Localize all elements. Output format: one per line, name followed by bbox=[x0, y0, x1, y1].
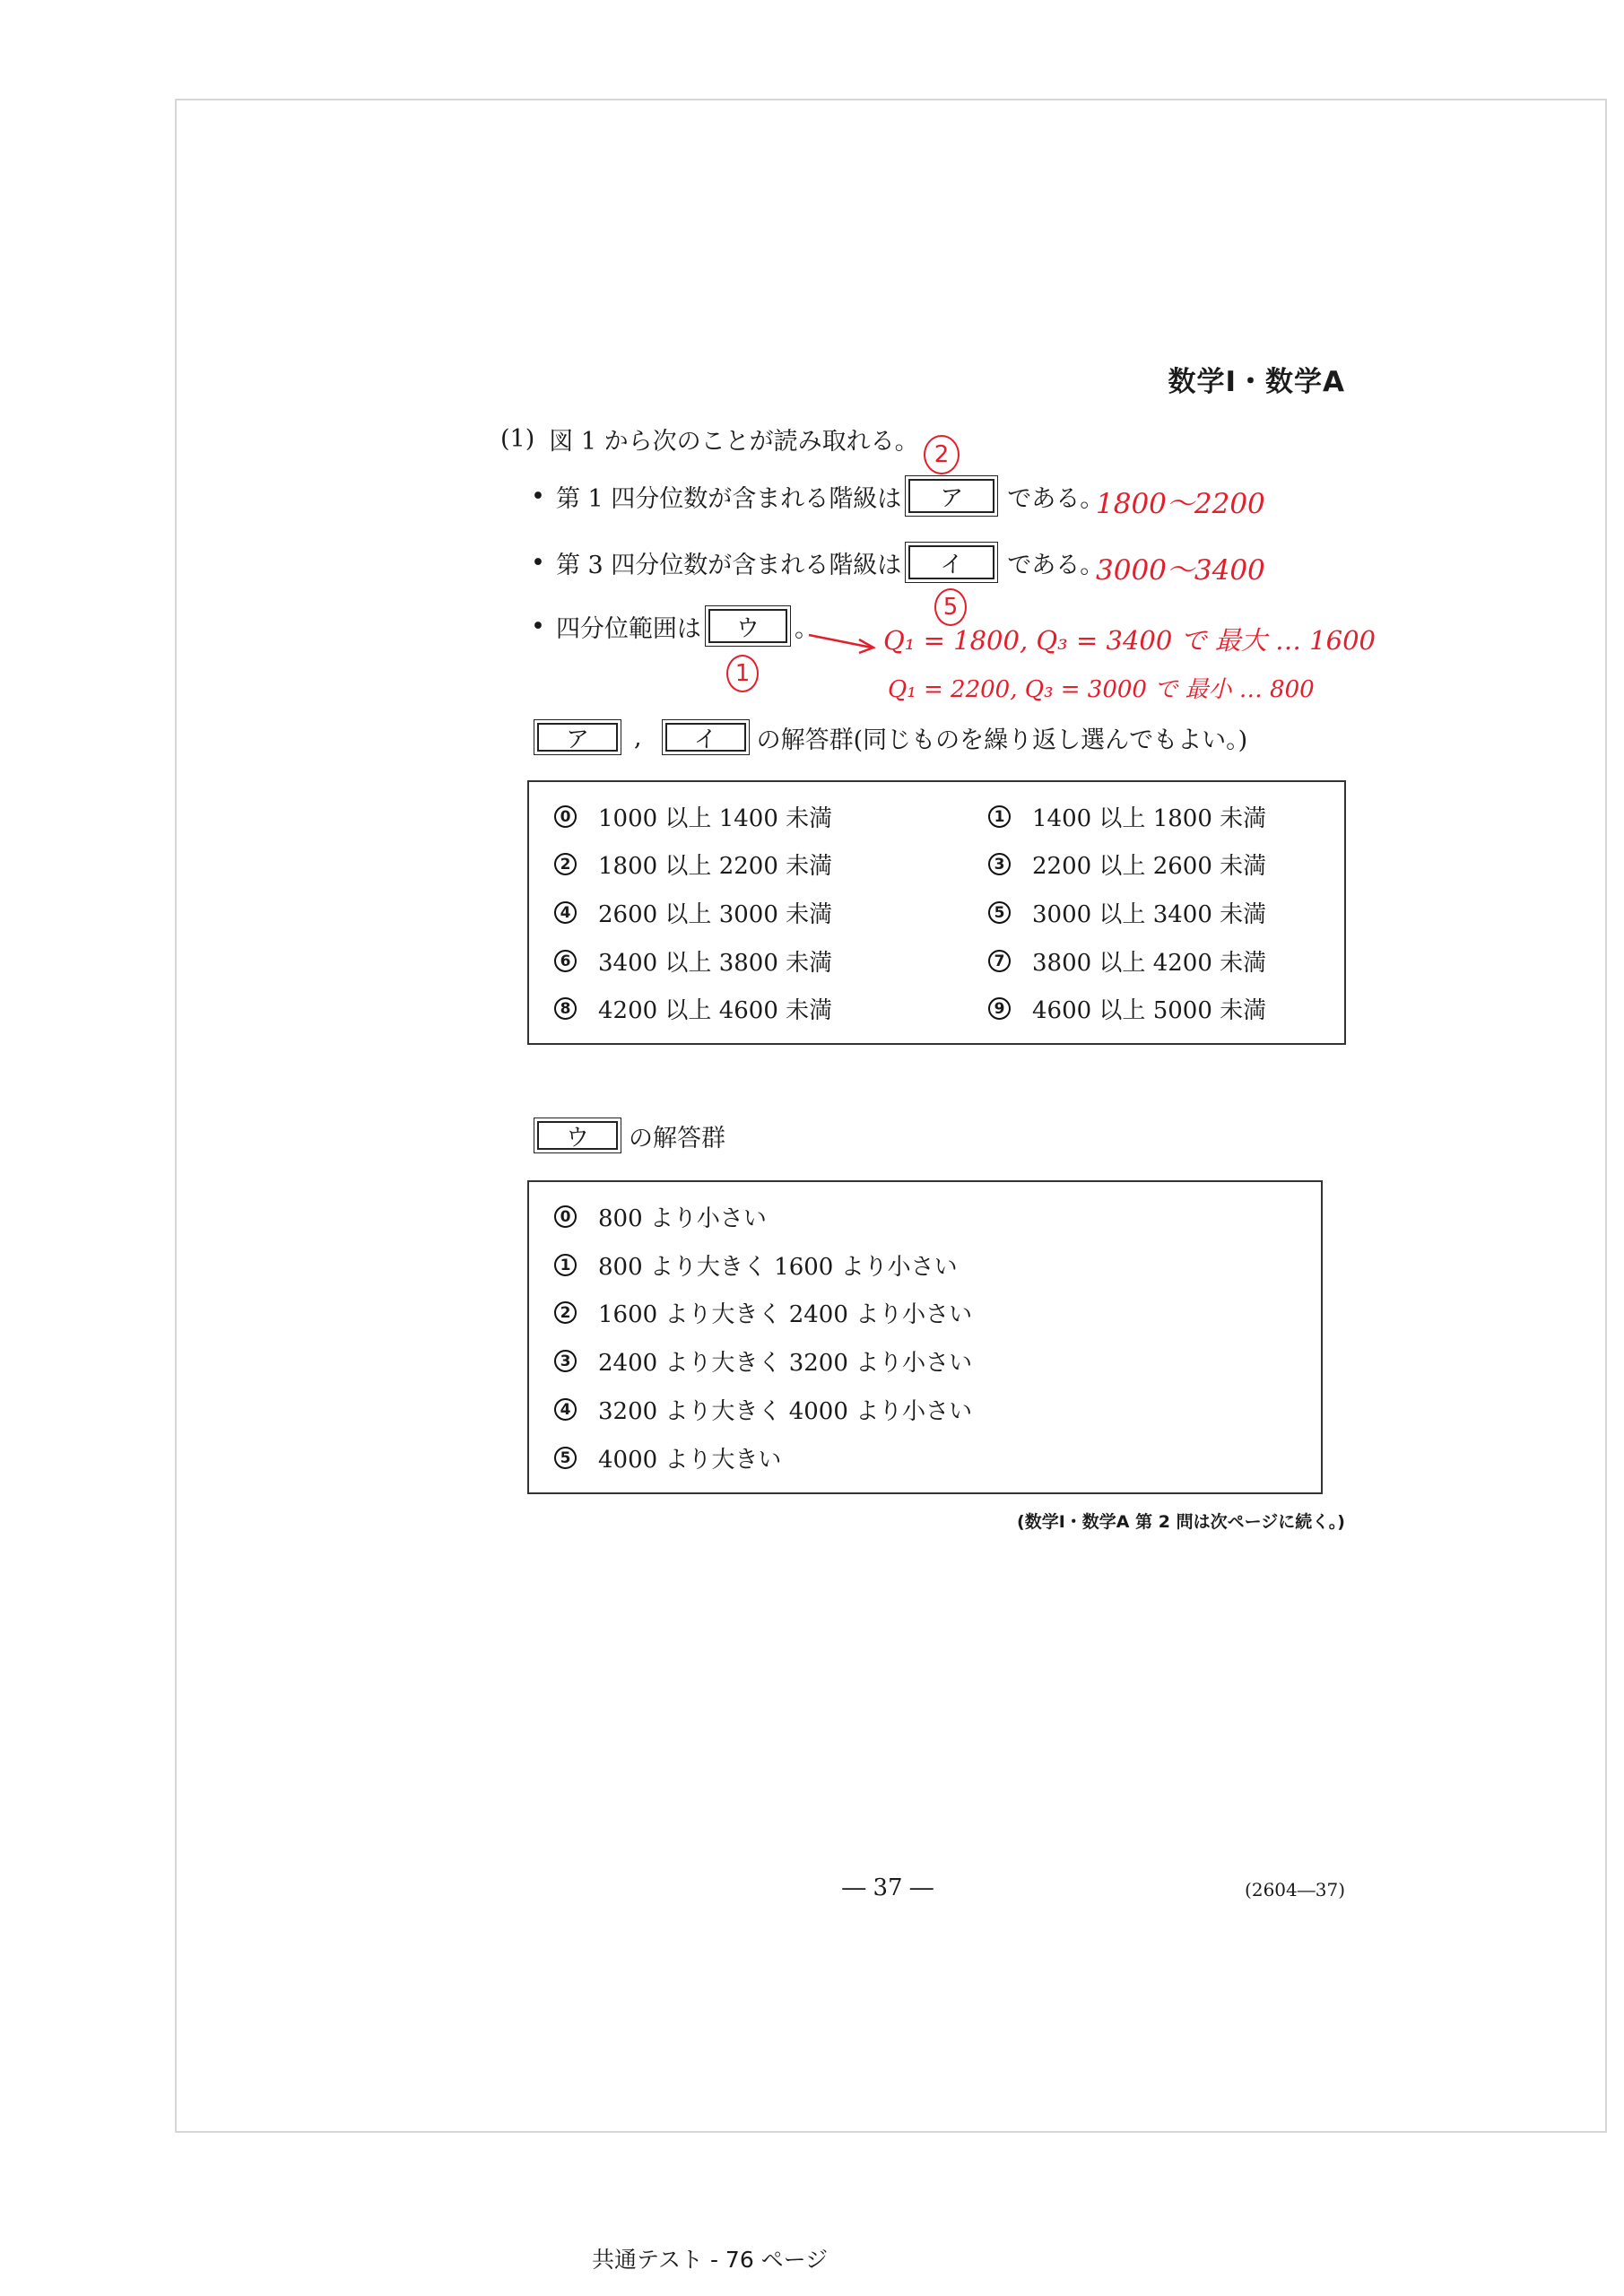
choice-text: 1400 以上 1800 未満 bbox=[1032, 805, 1267, 832]
answer-box-a bbox=[534, 719, 621, 755]
circled-number-icon: 2 bbox=[554, 853, 577, 875]
arrow-icon bbox=[807, 628, 879, 655]
bullet-text: 四分位範囲は bbox=[555, 614, 701, 643]
choice-text: 2200 以上 2600 未満 bbox=[1032, 853, 1267, 880]
choice-0 bbox=[554, 1200, 767, 1233]
bullet-iqr bbox=[531, 605, 819, 647]
answer-box-i bbox=[905, 542, 998, 583]
choice-2 bbox=[554, 1296, 972, 1329]
choice-text: 3000 以上 3400 未満 bbox=[1032, 901, 1267, 928]
choice-4 bbox=[554, 896, 832, 929]
choice-1 bbox=[554, 1248, 958, 1282]
question-text: 図 1 から次のことが読み取れる。 bbox=[549, 428, 919, 456]
bullet-q1 bbox=[531, 475, 1104, 517]
circled-number-icon: 9 bbox=[988, 997, 1011, 1020]
circled-number-icon: 3 bbox=[988, 853, 1011, 875]
choice-6 bbox=[554, 944, 832, 978]
choice-2 bbox=[554, 848, 832, 881]
handwritten-range-i: 3000〜3400 bbox=[1096, 554, 1265, 587]
choice-5 bbox=[988, 896, 1266, 929]
page-code: (2604―37) bbox=[1245, 1879, 1345, 1900]
circled-number-icon: 4 bbox=[554, 1398, 577, 1421]
answer-group-u-label bbox=[534, 1118, 725, 1153]
handwritten-note-max: Q₁ = 1800, Q₃ = 3400 で 最大 … 1600 bbox=[883, 625, 1376, 656]
page-header-title: 数学Ⅰ・数学A bbox=[1168, 366, 1345, 398]
choice-4 bbox=[554, 1393, 972, 1426]
separator: , bbox=[634, 723, 642, 752]
circled-number-icon: 1 bbox=[554, 1254, 577, 1276]
bullet-marker: • bbox=[531, 612, 545, 640]
choice-text: 800 より大きく 1600 より小さい bbox=[598, 1254, 958, 1281]
answer-group-label-text: の解答群 bbox=[629, 1124, 725, 1152]
choice-7 bbox=[988, 944, 1266, 978]
bullet-text: 第 3 四分位数が含まれる階級は bbox=[555, 551, 902, 579]
circled-number-icon: 8 bbox=[554, 997, 577, 1020]
circled-number-icon: 0 bbox=[554, 1205, 577, 1228]
circled-number-icon: 5 bbox=[988, 901, 1011, 924]
choice-3 bbox=[988, 848, 1266, 881]
circled-number-icon: 4 bbox=[554, 901, 577, 924]
choice-text: 4000 より大きい bbox=[598, 1447, 782, 1474]
choice-text: 800 より小さい bbox=[598, 1205, 767, 1232]
choice-text: 2600 以上 3000 未満 bbox=[598, 901, 833, 928]
answer-box-label: ア bbox=[908, 479, 994, 513]
bullet-marker: • bbox=[531, 482, 545, 510]
handwritten-answer-a: 2 bbox=[924, 435, 960, 474]
bullet-marker: • bbox=[531, 548, 545, 577]
bullet-suffix: である。 bbox=[1007, 551, 1105, 579]
answer-group-a-label bbox=[534, 719, 1247, 755]
choice-3 bbox=[554, 1344, 972, 1378]
choice-text: 1600 より大きく 2400 より小さい bbox=[598, 1301, 973, 1328]
handwritten-note-min: Q₁ = 2200, Q₃ = 3000 で 最小 … 800 bbox=[888, 676, 1315, 703]
choice-text: 1800 以上 2200 未満 bbox=[598, 853, 833, 880]
choice-text: 2400 より大きく 3200 より小さい bbox=[598, 1350, 973, 1377]
answer-box-u bbox=[534, 1118, 621, 1153]
choice-5 bbox=[554, 1441, 781, 1474]
answer-box-label: ウ bbox=[537, 1121, 618, 1150]
choice-9 bbox=[988, 992, 1266, 1025]
bullet-text: 第 1 四分位数が含まれる階級は bbox=[555, 484, 902, 513]
continue-note: (数学Ⅰ・数学A 第 2 問は次ページに続く。) bbox=[1017, 1512, 1345, 1532]
choice-1 bbox=[988, 800, 1266, 833]
answer-group-label-text: の解答群(同じものを繰り返し選んでもよい。) bbox=[756, 726, 1248, 754]
choice-text: 4200 以上 4600 未満 bbox=[598, 997, 833, 1024]
circled-number-icon: 1 bbox=[988, 805, 1011, 828]
answer-box-u bbox=[705, 605, 791, 647]
circled-number-icon: 7 bbox=[988, 950, 1011, 972]
choice-text: 1000 以上 1400 未満 bbox=[598, 805, 833, 832]
handwritten-answer-u: 1 bbox=[726, 655, 759, 692]
answer-box-label: イ bbox=[908, 545, 994, 579]
answer-box-label: ア bbox=[537, 723, 618, 752]
circled-number-icon: 6 bbox=[554, 950, 577, 972]
handwritten-range-a: 1800〜2200 bbox=[1096, 488, 1265, 520]
footer-page-note: 共通テスト - 76 ページ bbox=[592, 2247, 829, 2273]
question-number: (1) bbox=[500, 425, 535, 453]
answer-box-a bbox=[905, 475, 998, 517]
circled-number-icon: 3 bbox=[554, 1350, 577, 1372]
circled-number-icon: 5 bbox=[554, 1447, 577, 1469]
choice-text: 3800 以上 4200 未満 bbox=[1032, 950, 1267, 977]
choice-text: 3200 より大きく 4000 より小さい bbox=[598, 1398, 973, 1425]
bullet-suffix: である。 bbox=[1007, 484, 1105, 513]
page-frame bbox=[175, 99, 1607, 2133]
answer-choices-u bbox=[527, 1180, 1323, 1494]
bullet-suffix: 。 bbox=[794, 614, 819, 643]
handwritten-answer-i: 5 bbox=[934, 588, 967, 626]
choice-text: 3400 以上 3800 未満 bbox=[598, 950, 833, 977]
answer-box-label: イ bbox=[665, 723, 746, 752]
circled-number-icon: 2 bbox=[554, 1301, 577, 1324]
question-intro bbox=[500, 422, 919, 457]
choice-0 bbox=[554, 800, 832, 833]
answer-choices-a bbox=[527, 780, 1346, 1045]
page-number: ― 37 ― bbox=[842, 1874, 934, 1901]
choice-text: 4600 以上 5000 未満 bbox=[1032, 997, 1267, 1024]
circled-number-icon: 0 bbox=[554, 805, 577, 828]
answer-box-i bbox=[662, 719, 750, 755]
choice-8 bbox=[554, 992, 832, 1025]
bullet-q3 bbox=[531, 542, 1104, 583]
answer-box-label: ウ bbox=[708, 609, 787, 643]
